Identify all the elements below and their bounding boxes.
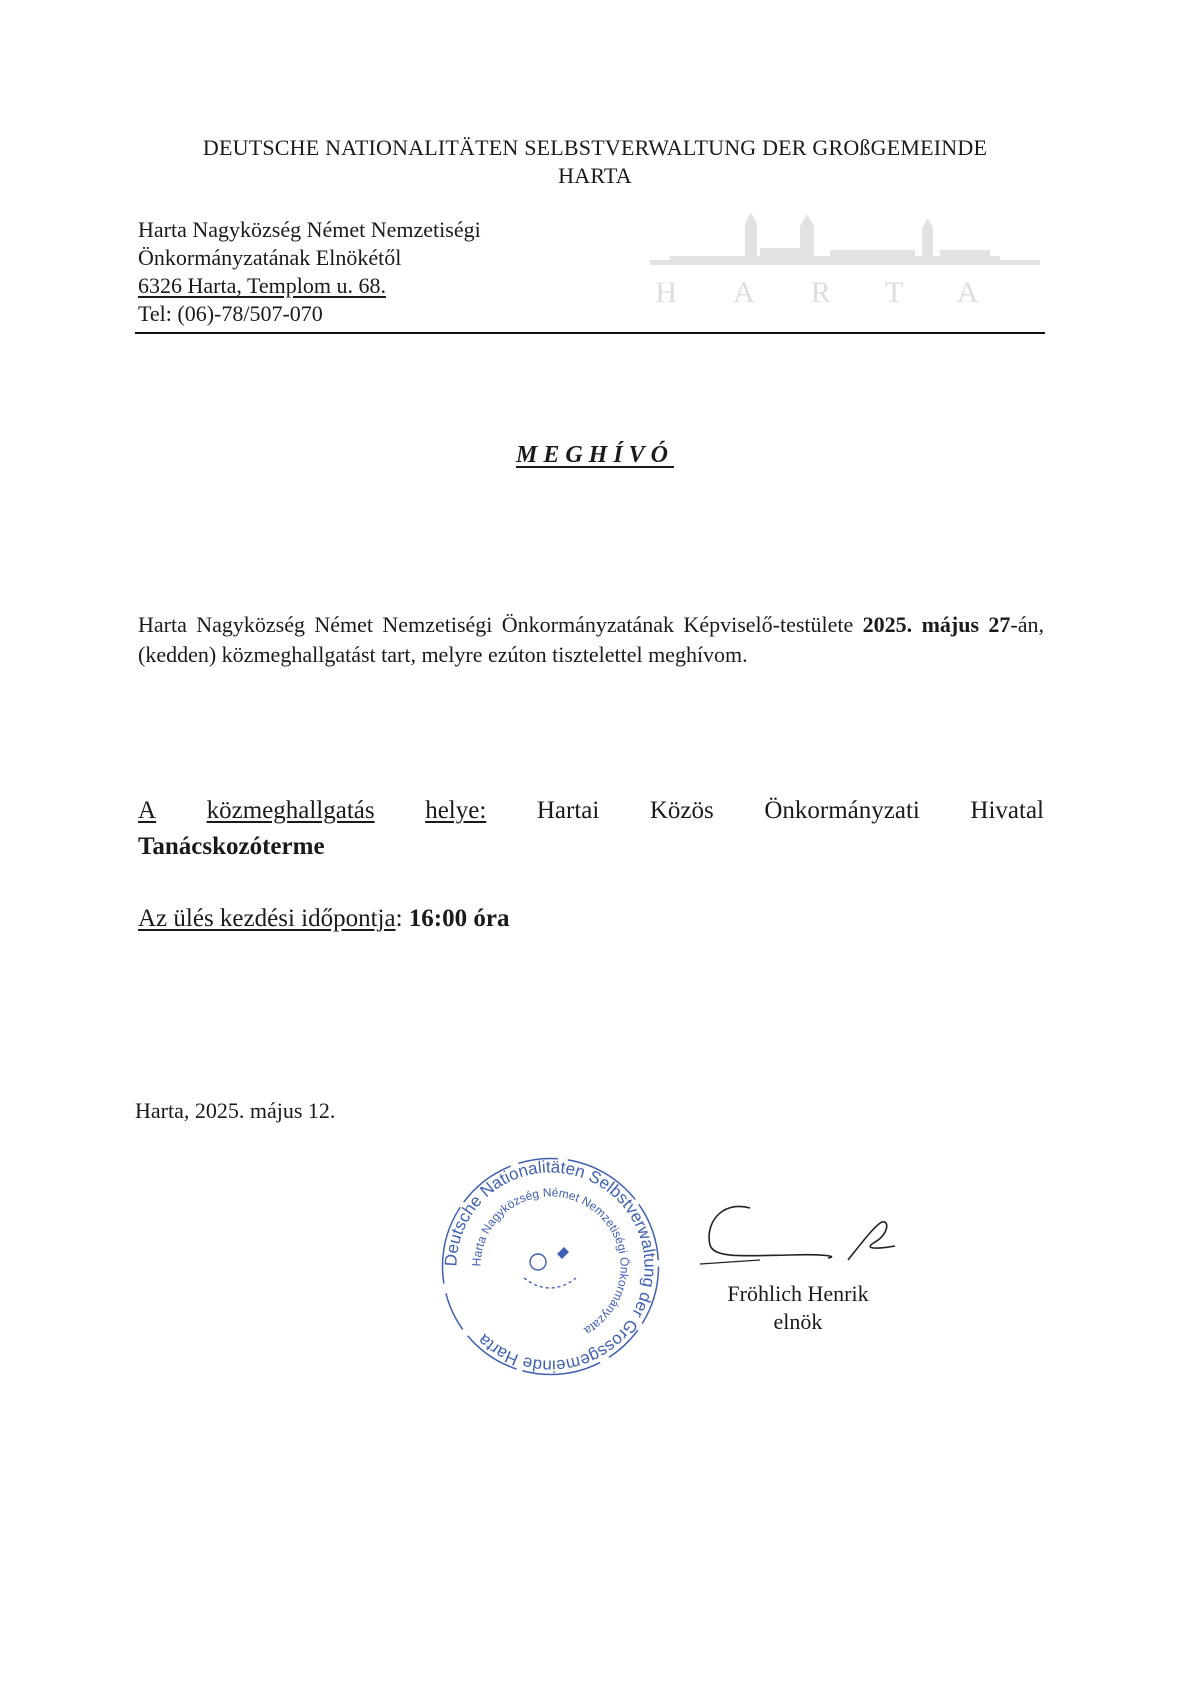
paragraph-date-bold-1: 2025. május <box>862 612 980 637</box>
venue-word-hartai: Hartai <box>536 797 600 824</box>
start-time-colon: : <box>395 905 403 932</box>
venue-word-kozos: Közös <box>649 797 714 824</box>
venue-word-a: A <box>138 797 157 824</box>
handwritten-signature <box>700 1200 910 1275</box>
venue-word-helye: helye: <box>425 797 487 824</box>
stamp-outer-text: Deutsche Nationalitäten Selbstverwaltung der Grossgemeinde Harta <box>441 1157 660 1376</box>
signer-name: Fröhlich Henrik <box>727 1281 869 1306</box>
logo-wordmark-text: HARTA <box>655 276 1035 309</box>
venue-word-onkormanyzati: Önkormányzati <box>764 797 920 824</box>
start-time-value: 16:00 óra <box>408 905 510 932</box>
organization-title <box>0 134 1190 190</box>
organization-title-line2: HARTA <box>558 163 632 188</box>
signer-block <box>718 1280 878 1336</box>
document-title: MEGHÍVÓ <box>515 442 675 468</box>
sender-line2: Önkormányzatának Elnökétől <box>138 245 402 270</box>
paragraph-date-bold-2: 27 <box>988 612 1011 637</box>
venue-name-bold: Tanácskozóterme <box>138 833 325 860</box>
invitation-paragraph <box>138 610 1044 670</box>
place-and-date: Harta, 2025. május 12. <box>135 1098 336 1123</box>
harta-skyline-logo <box>650 212 1040 312</box>
start-time-line <box>138 905 509 933</box>
paragraph-text-before: Harta Nagyközség Német Nemzetiségi Önkormányzatának Képviselő-testülete <box>138 612 863 637</box>
organization-title-line1: DEUTSCHE NATIONALITÄTEN SELBSTVERWALTUNG DER GROßGEMEINDE <box>202 135 988 160</box>
paragraph-text-after: -án, (kedden) közmeghallgatást tart, melyre ezúton tisztelettel meghívom. <box>138 612 1045 667</box>
stamp-center-emblem-icon <box>524 1248 576 1288</box>
sender-line1: Harta Nagyközség Német Nemzetiségi <box>138 217 481 242</box>
signer-role: elnök <box>773 1309 823 1334</box>
venue-word-hivatal: Hivatal <box>970 797 1044 824</box>
sender-block <box>138 216 481 328</box>
venue-line <box>138 795 1044 827</box>
official-stamp <box>438 1154 663 1379</box>
sender-phone: Tel: (06)-78/507-070 <box>138 301 323 326</box>
svg-text:Harta Nagyközség Német Nemzeti <box>469 1185 631 1338</box>
stamp-inner-text: Harta Nagyközség Német Nemzetiségi Önkormányzata <box>469 1185 632 1338</box>
start-time-label: Az ülés kezdési időpontja <box>138 905 396 932</box>
venue-word-kozmeghallgatas: közmeghallgatás <box>206 797 375 824</box>
sender-address: 6326 Harta, Templom u. 68. <box>138 273 386 298</box>
header-divider <box>135 332 1045 334</box>
